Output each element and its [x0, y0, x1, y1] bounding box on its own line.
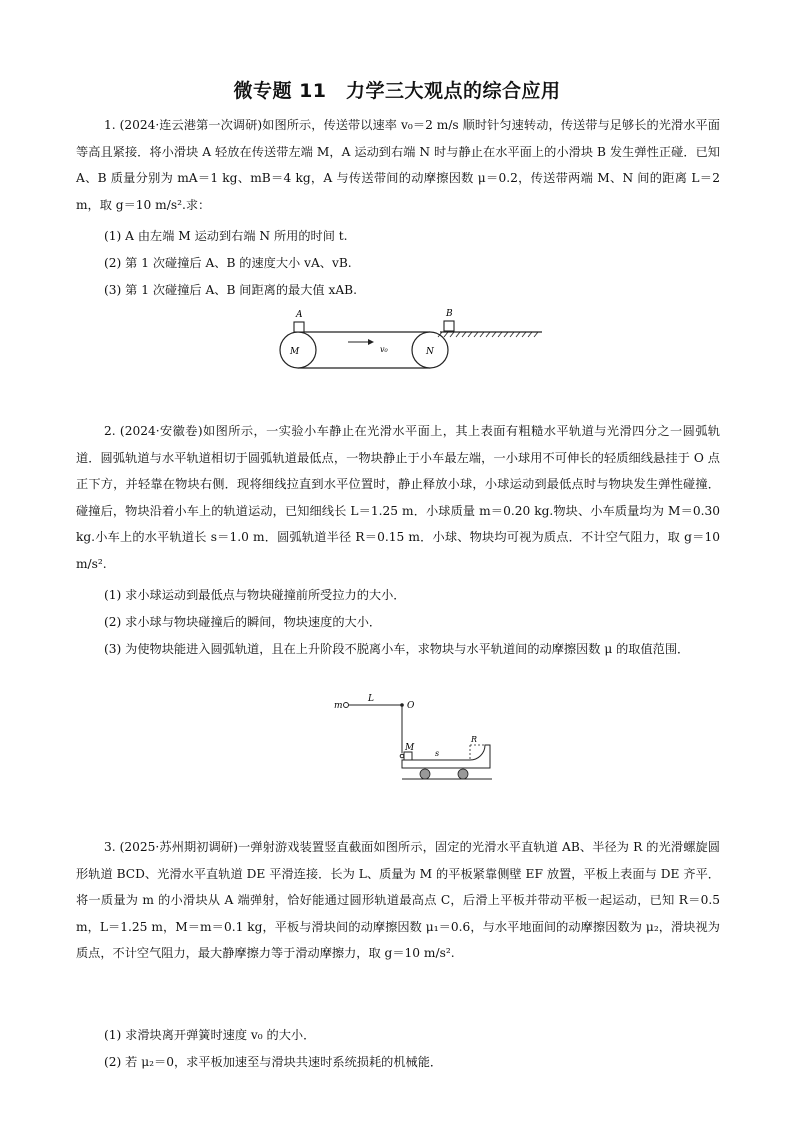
problem-2-question-3: (3) 为使物块能进入圆弧轨道，且在上升阶段不脱离小车，求物块与水平轨道间的动摩擦因数 μ 的取值范围． — [104, 642, 690, 656]
problem-1-text: 1. (2024·连云港第一次调研)如图所示，传送带以速率 v₀＝2 m/s 顺时针匀速转动，传送带与足够长的光滑水平面等高且紧接．将小滑块 A 轻放在传送带左端 M，A 运动到右端 N 时与静止在水平面上的小滑块 B 发生弹性正碰．已知 A、B 质量分别为 mA＝1 kg、mB＝4 kg，A 与传送带间的动摩擦因数 μ＝0.2，传送带两端 M、N 间的距离 L＝2 m，取 g＝10 m/s².求： — [76, 118, 720, 212]
wheel-right — [458, 769, 468, 779]
problem-3-question-1: (1) 求滑块离开弹簧时速度 v₀ 的大小． — [104, 1028, 316, 1042]
wheel-left — [420, 769, 430, 779]
problem-2-text: 2. (2024·安徽卷)如图所示，一实验小车静止在光滑水平面上，其上表面有粗糙水平轨道与光滑四分之一圆弧轨道．圆弧轨道与水平轨道相切于圆弧轨道最低点，一物块静止于小车最左端，一小球用不可伸长的轻质细线悬挂于 O 点正下方，并轻靠在物块右侧．现将细线拉直到水平位置时，静止释放小球，小球运动到最低点时与物块发生弹性碰撞．碰撞后，物块沿着小车上的轨道运动，已知细线长 L＝1.25 m．小球质量 m＝0.20 kg.物块、小车质量均为 M＝0.30 kg.小车上的水平轨道长 s＝1.0 m．圆弧轨道半径 R＝0.15 m．小球、物块均可视为质点．不计空气阻力，取 g＝10 m/s². — [76, 424, 720, 571]
label-l: L — [368, 694, 374, 704]
label-s: s — [435, 749, 440, 758]
label-r: R — [471, 735, 478, 744]
label-b: B — [446, 309, 453, 319]
pendulum-cart-figure — [330, 690, 500, 785]
label-a: A — [296, 310, 303, 320]
velocity-arrow — [368, 339, 374, 345]
block-a — [294, 322, 304, 332]
problem-1-question-3: (3) 第 1 次碰撞后 A、B 间距离的最大值 xAB. — [104, 283, 357, 297]
label-o: O — [407, 701, 415, 711]
problem-1-question-1: (1) A 由左端 M 运动到右端 N 所用的时间 t. — [104, 229, 348, 243]
block-m — [404, 752, 412, 760]
problem-2-question-2: (2) 求小球与物块碰撞后的瞬间，物块速度的大小． — [104, 615, 382, 629]
label-m-ball: m — [334, 701, 343, 711]
label-n: N — [426, 347, 434, 357]
block-b — [444, 321, 454, 331]
problem-1-question-2: (2) 第 1 次碰撞后 A、B 的速度大小 vA、vB. — [104, 256, 352, 270]
label-m-block: M — [405, 743, 415, 753]
problem-3-question-2: (2) 若 μ₂＝0，求平板加速至与滑块共速时系统损耗的机械能． — [104, 1055, 443, 1069]
cart — [402, 745, 490, 768]
page-title: 微专题 11 力学三大观点的综合应用 — [233, 80, 561, 102]
problem-3-text: 3. (2025·苏州期初调研)一弹射游戏装置竖直截面如图所示，固定的光滑水平直轨道 AB、半径为 R 的光滑螺旋圆形轨道 BCD、光滑水平直轨道 DE 平滑连接．长为 L、质量为 M 的平板紧靠侧壁 EF 放置，平板上表面与 DE 齐平．将一质量为 m 的小滑块从 A 端弹射，恰好能通过圆形轨道最高点 C，后滑上平板并带动平板一起运动，已知 R＝0.5 m，L＝1.25 m，M＝m＝0.1 kg，平板与滑块间的动摩擦因数 μ₁＝0.6，与水平地面间的动摩擦因数为 μ₂，滑块视为质点，不计空气阻力，最大静摩擦力等于滑动摩擦力，取 g＝10 m/s². — [76, 840, 720, 960]
problem-2-question-1: (1) 求小球运动到最低点与物块碰撞前所受拉力的大小． — [104, 588, 406, 602]
ball — [344, 703, 349, 708]
label-m: M — [290, 347, 300, 357]
conveyor-belt-figure — [270, 302, 550, 374]
label-v0: v₀ — [380, 345, 388, 354]
